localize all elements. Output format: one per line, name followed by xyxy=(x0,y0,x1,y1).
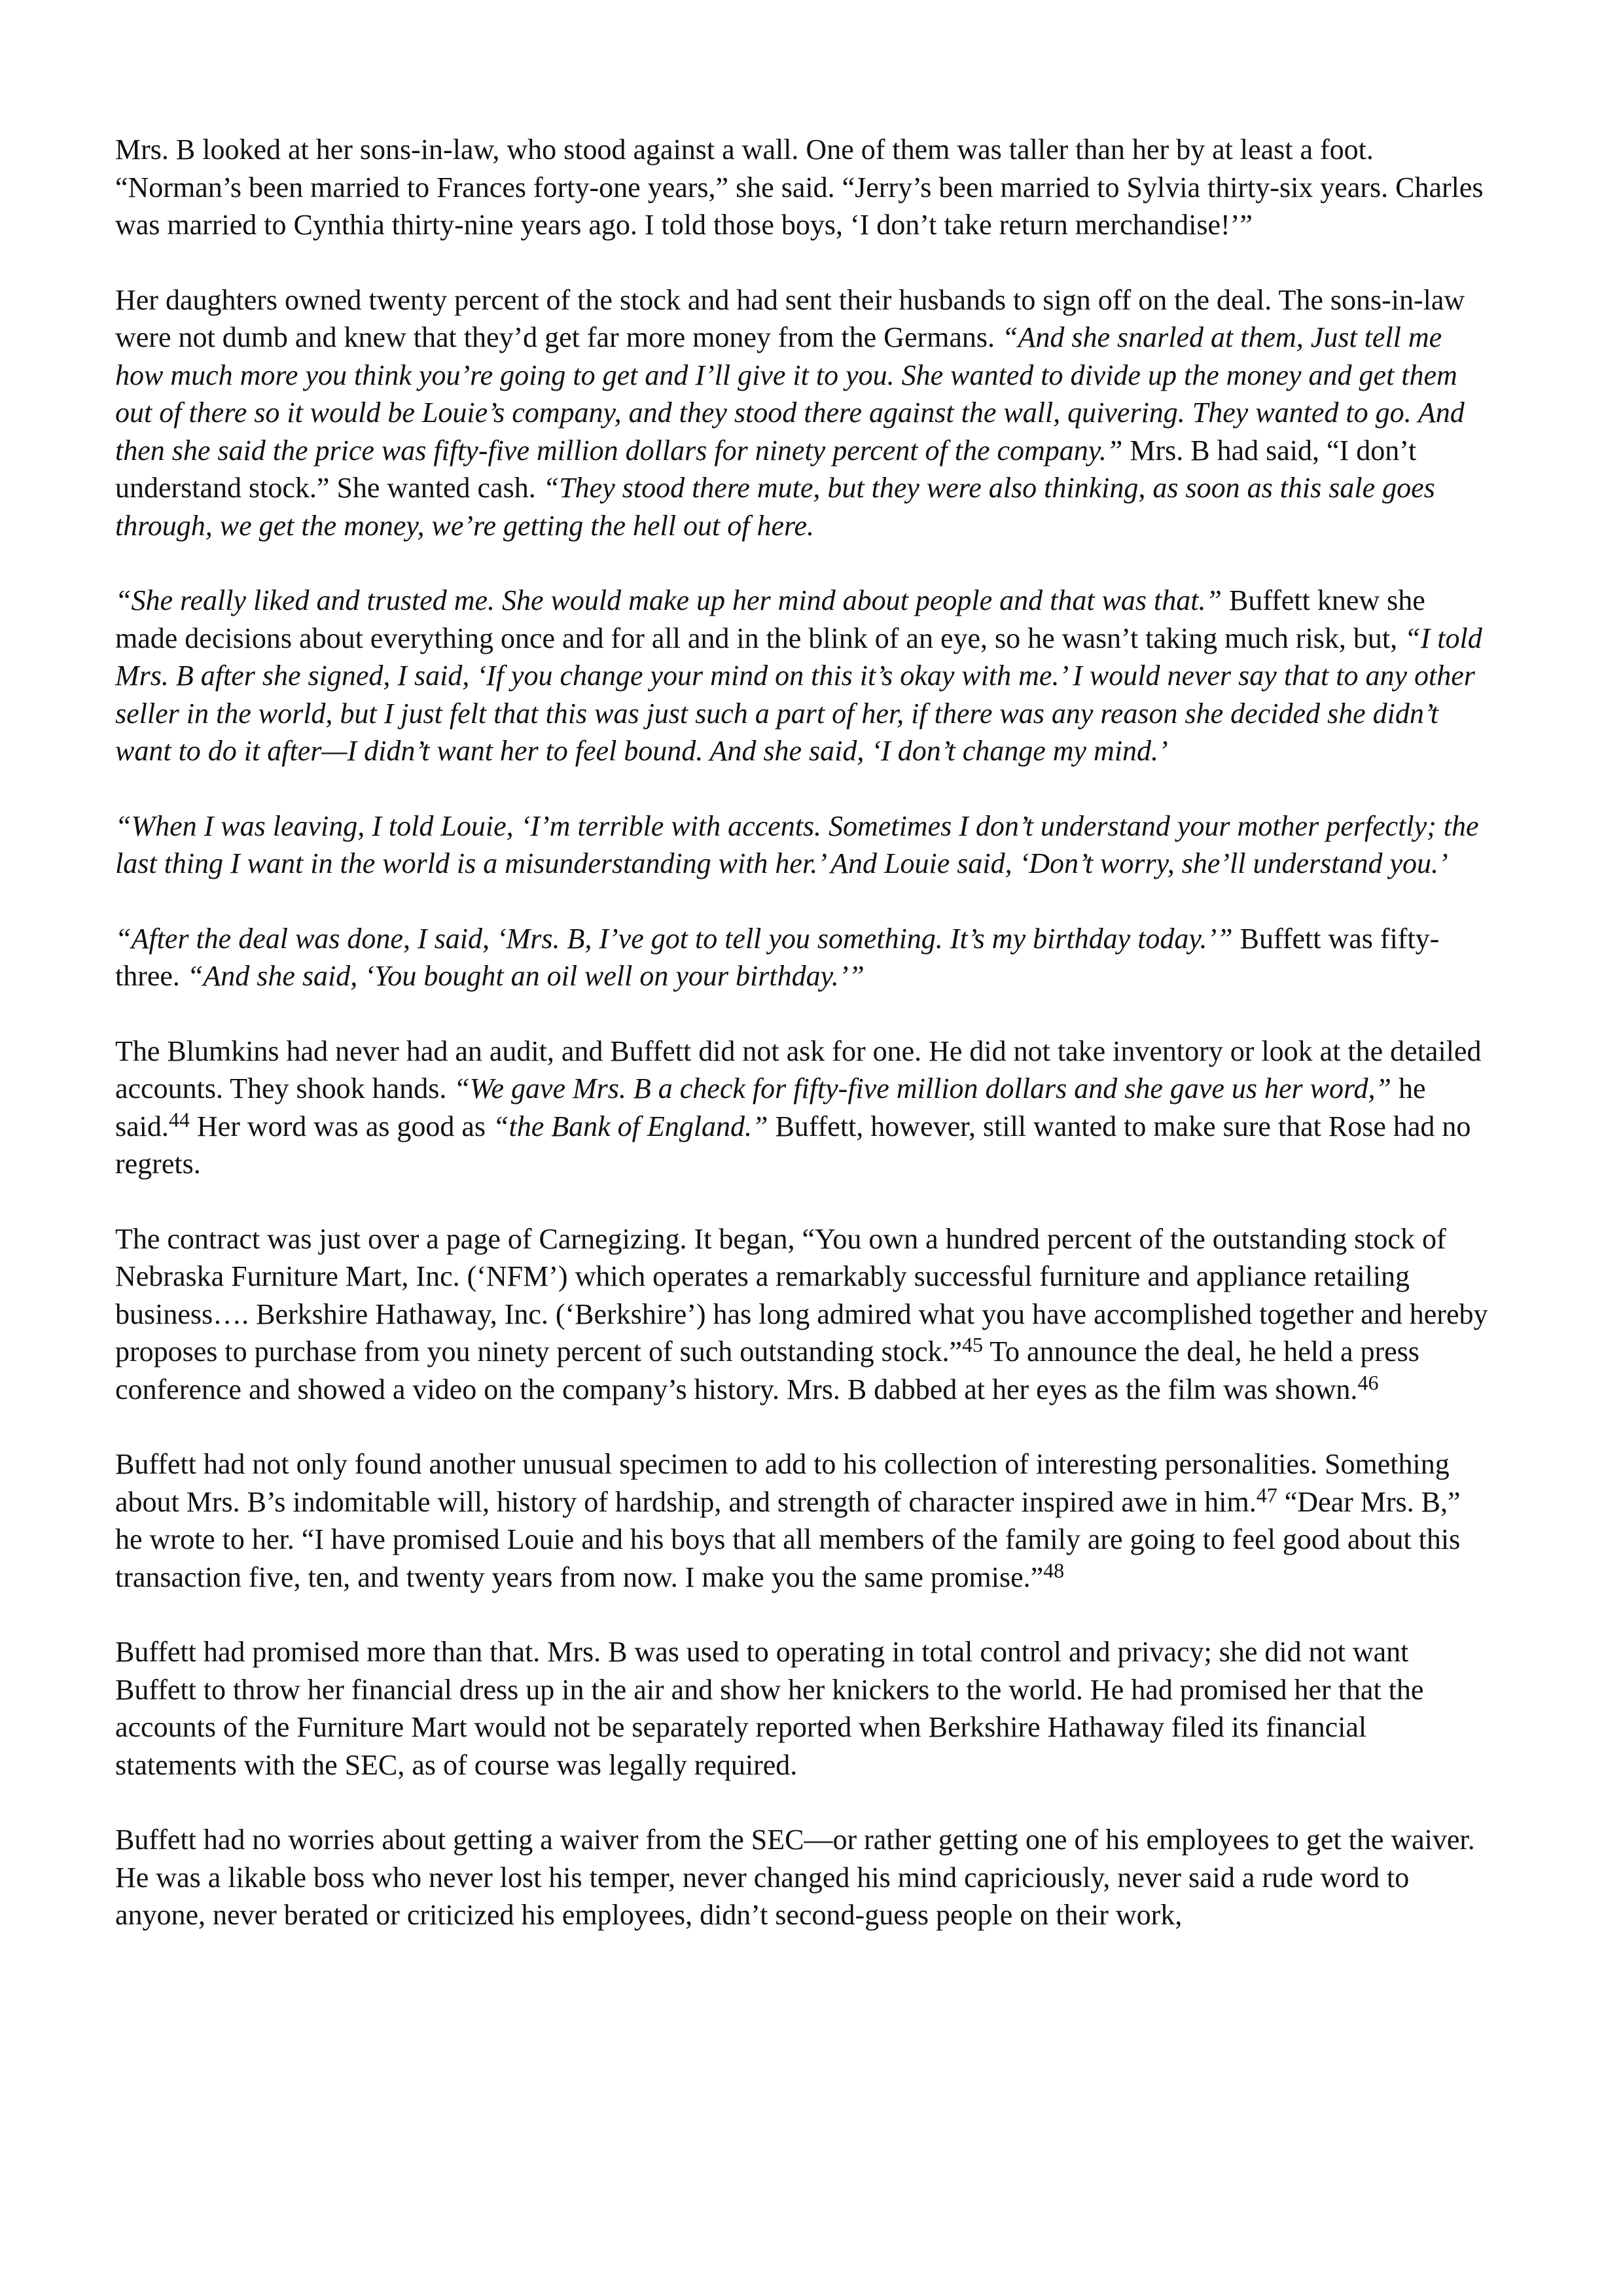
body-paragraph xyxy=(115,1445,1492,1596)
text-run: Buffett had not only found another unusual specimen to add to his collection of interesting personalities. Something about Mrs. B’s indomitable will, history of hardship, and strength of character inspired awe in him. xyxy=(115,1448,1450,1518)
text-run: Her word was as good as xyxy=(189,1110,493,1142)
text-run: he said. xyxy=(115,1072,1426,1142)
body-paragraph xyxy=(115,920,1492,995)
body-paragraph xyxy=(115,1033,1492,1183)
footnote-marker: 48 xyxy=(1043,1558,1065,1582)
body-paragraph xyxy=(115,582,1492,770)
footnote-marker: 45 xyxy=(962,1333,984,1356)
quoted-text: “We gave Mrs. B a check for fifty-five million dollars and she gave us her word,” xyxy=(454,1072,1391,1104)
text-run: Her daughters owned twenty percent of the stock and had sent their husbands to sign off on the deal. The sons-in-law were not dumb and knew that they’d get far more money from the Germans. xyxy=(115,283,1465,353)
text-run: Buffett, however, still wanted to make sure that Rose had no regrets. xyxy=(115,1110,1471,1180)
body-paragraph xyxy=(115,1821,1492,1934)
text-run: Mrs. B had said, “I don’t understand stock.” She wanted cash. xyxy=(115,434,1417,504)
quoted-text: “They stood there mute, but they were also thinking, as soon as this sale goes through, we get the money, we’re getting the hell out of here. xyxy=(115,472,1435,542)
body-paragraph xyxy=(115,281,1492,545)
quoted-text: “When I was leaving, I told Louie, ‘I’m terrible with accents. Sometimes I don’t understand your mother perfectly; the last thing I want in the world is a misunderstanding with her.’ And Louie said, ‘Don’t worry, she’ll understand you.’ xyxy=(115,809,1479,879)
quoted-text: “She really liked and trusted me. She would make up her mind about people and that was that.” xyxy=(115,584,1222,616)
text-run: Buffett knew she made decisions about everything once and for all and in the blink of an eye, so he wasn’t taking much risk, but, xyxy=(115,584,1425,654)
text-run: Mrs. B looked at her sons-in-law, who stood against a wall. One of them was taller than her by at least a foot. “Norman’s been married to Frances forty-one years,” she said. “Jerry’s been married to Sylvia thirty-six years. Charles was married to Cynthia thirty-nine years ago. I told those boys, ‘I don’t take return merchandise!’” xyxy=(115,133,1484,241)
footnote-marker: 44 xyxy=(168,1107,190,1131)
text-run: The contract was just over a page of Carnegizing. It began, “You own a hundred percent of the outstanding stock of Nebraska Furniture Mart, Inc. (‘NFM’) which operates a remarkably successful furniture and appliance retailing business…. Berkshire Hathaway, Inc. (‘Berkshire’) has long admired what you have accomplished together and hereby proposes to purchase from you ninety percent of such outstanding stock.” xyxy=(115,1222,1488,1368)
quoted-text: “And she said, ‘You bought an oil well on your birthday.’” xyxy=(187,960,865,992)
quoted-text: “After the deal was done, I said, ‘Mrs. B, I’ve got to tell you something. It’s my birthday today.’” xyxy=(115,922,1233,955)
body-paragraph xyxy=(115,1633,1492,1784)
quoted-text: “And she snarled at them, Just tell me how much more you think you’re going to get and I’ll give it to you. She wanted to divide up the money and get them out of there so it would be Louie’s company, and they stood there against the wall, quivering. They wanted to go. And then she said the price was fifty-five million dollars for ninety percent of the company.” xyxy=(115,321,1465,467)
body-paragraph xyxy=(115,131,1492,244)
body-paragraph xyxy=(115,1220,1492,1409)
quoted-text: “the Bank of England.” xyxy=(493,1110,768,1142)
text-run: Buffett had promised more than that. Mrs. B was used to operating in total control and privacy; she did not want Buffett to throw her financial dress up in the air and show her knickers to the world. He had promised her that the accounts of the Furniture Mart would not be separately reported when Berkshire Hathaway filed its financial statements with the SEC, as of course was legally required. xyxy=(115,1636,1424,1781)
text-run: The Blumkins had never had an audit, and Buffett did not ask for one. He did not take inventory or look at the detailed accounts. They shook hands. xyxy=(115,1034,1482,1104)
footnote-marker: 47 xyxy=(1256,1483,1277,1507)
text-run: Buffett was fifty-three. xyxy=(115,922,1440,992)
quoted-text: “I told Mrs. B after she signed, I said, ‘If you change your mind on this it’s okay with me.’ I would never say that to any other seller in the world, but I just felt that this was just such a part of her, if there was any reason she decided she didn’t want to do it after—I didn’t want her to feel bound. And she said, ‘I don’t change my mind.’ xyxy=(115,622,1482,767)
body-paragraph xyxy=(115,807,1492,883)
text-run: “Dear Mrs. B,” he wrote to her. “I have promised Louie and his boys that all members of the family are going to feel good about this transaction five, ten, and twenty years from now. I make you the same promise.” xyxy=(115,1485,1461,1593)
text-run: Buffett had no worries about getting a waiver from the SEC—or rather getting one of his employees to get the waiver. He was a likable boss who never lost his temper, never changed his mind capriciously, never said a rude word to anyone, never berated or criticized his employees, didn’t second-guess people on their work, xyxy=(115,1824,1475,1931)
footnote-marker: 46 xyxy=(1357,1370,1379,1394)
text-run: To announce the deal, he held a press conference and showed a video on the company’s history. Mrs. B dabbed at her eyes as the film was shown. xyxy=(115,1335,1419,1405)
